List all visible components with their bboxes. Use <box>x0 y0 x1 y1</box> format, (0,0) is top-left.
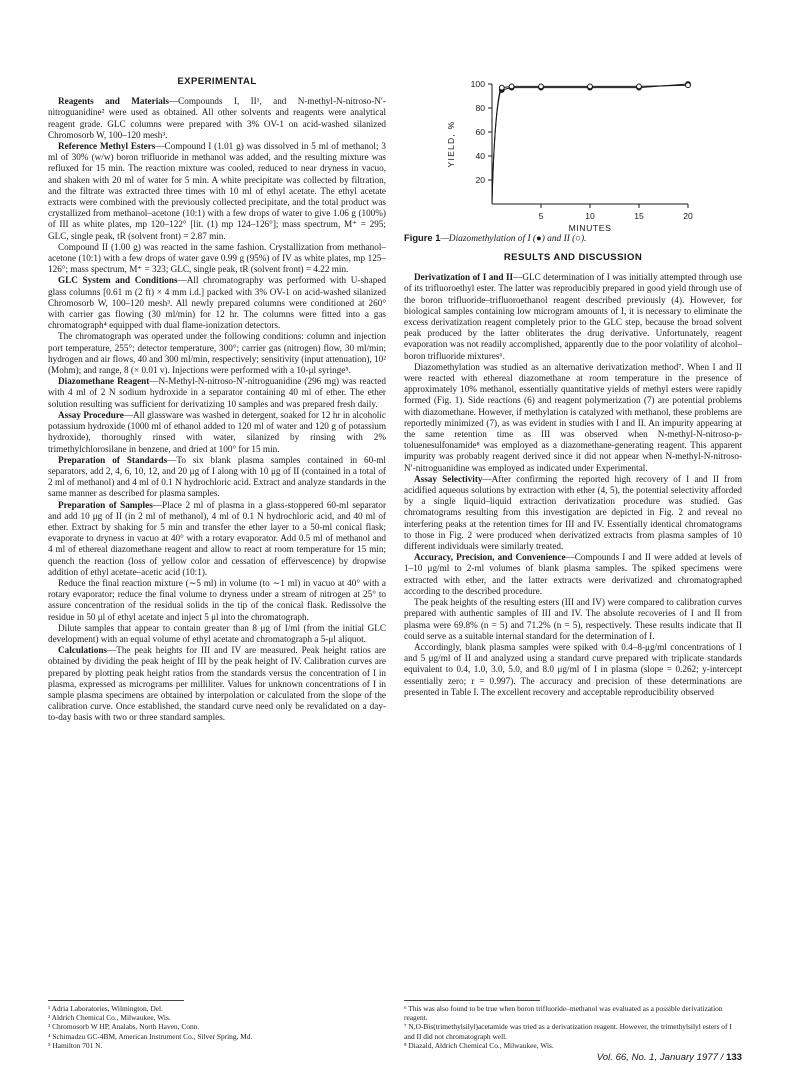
paragraph-text: The chromatograph was operated under the following conditions: column and injection port temperature, 255°; detector temperature, 300°; carrier gas (nitrogen) flow, 30 ml/min; hydrogen and air flows, 40 and 300 ml/min, respectively; sensitivity (input attenuation), 10² (Mohm); and range, 8 (× 0.01 v). Injections were performed with a 10-μl syringe⁵. <box>48 331 386 376</box>
y-tick-label: 100 <box>470 79 485 89</box>
x-tick-label: 20 <box>683 211 693 221</box>
footnote: ³ Chromosorb W HP, Analabs, North Haven, Conn. <box>48 1022 200 1032</box>
y-axis-label: YIELD, % <box>446 120 456 168</box>
paragraph-text: —N-Methyl-N-nitroso-N′-nitroguanidine (296 mg) was reacted with 4 ml of 2 N sodium hydroxide in a separator containing 40 ml of ether. The ether solution resulting was sufficient for derivatizing 10 samples and was prepared fresh daily. <box>48 376 386 409</box>
paragraph-run-in-heading: Accuracy, Precision, and Convenience <box>414 552 566 563</box>
footnote: ⁷ N,O-Bis(trimethylsilyl)acetamide was tried as a derivatization reagent. However, the trimethylsilyl esters of I and II did not chromatograph well. <box>404 1022 732 1041</box>
paragraph <box>48 96 386 141</box>
paragraph-text: Accordingly, blank plasma samples were spiked with 0.4–8-μg/ml concentrations of I and 5 μg/ml of II and analyzed using a standard curve prepared with triplicate standards equivalent to 0.4, 1.0, 3.0, 5.0, and 8.0 μg/ml of I in plasma (slope = 0.262; y-intercept essentially zero; r = 0.997). The accuracy and precision of these determinations are presented in Table I. The excellent recovery and acceptable reproducibility observed <box>404 641 742 697</box>
section-heading-results: RESULTS AND DISCUSSION <box>503 252 643 263</box>
footnotes-right <box>404 1004 742 1050</box>
paragraph <box>48 455 386 500</box>
footnote: ⁴ Schimadzu GC-4BM, American Instrument Co., Silver Spring, Md. <box>48 1031 253 1041</box>
paragraph-text: Dilute samples that appear to contain greater than 8 μg of I/ml (from the initial GLC development) with an equal volume of ethyl acetate and chromatograph a 5-μl aliquot. <box>48 622 386 644</box>
paragraph <box>404 552 742 597</box>
paragraph-text: —Place 2 ml of plasma in a glass-stoppered 60-ml separator and add 10 μg of II (in 2 ml of methanol), 4 ml of 0.1 N hydrochloric acid, and 40 ml of ether. Extract by shaking for 5 min and transfer the ether layer to a 50-ml conical flask; evaporate to dryness in vacuo at 40° with a rotary evaporator. Add 0.5 ml of methanol and 4 ml of ethereal diazomethane reagent and allow to react at room temperature for 15 min; quench the reaction (loss of yellow color and cessation of effervescence) by dropwise addition of ethyl acetate–acetic acid (10:1). <box>48 499 387 577</box>
left-column <box>48 0 386 724</box>
paragraph <box>48 645 386 723</box>
paragraph-text: Diazomethylation was studied as an alternative derivatization method⁷. When I and II were reacted with ethereal diazomethane at room temperature in the presence of approximately 10% methanol, essentially quantitative yields of methyl esters were rapidly formed (Fig. 1). Side reactions (6) and reagent polymerization (7) are potential problems with diazomethane. However, if methylation is catalyzed with methanol, these problems are reportedly minimized (7), as was evident in studies with I and II. An impurity appearing at the same retention time as III was observed when N-methyl-N-nitroso-p-toluenesulfonamide⁸ was employed as a diazomethane-generating reagent. This apparent impurity was probably reagent derived since it did not appear when N-methyl-N-nitroso-N′-nitroguanidine was employed as indicated under Experimental. <box>404 361 742 473</box>
page-number: 133 <box>725 1052 742 1063</box>
paragraph-text: The peak heights of the resulting esters (III and IV) were compared to calibration curves prepared with authentic samples of III and IV. The absolute recoveries of I and II from plasma were 69.8% (n = 5) and 71.2% (n = 5), respectively. These results indicate that II could serve as a suitable internal standard for the determination of I. <box>404 597 742 641</box>
paragraph-run-in-heading: Derivatization of I and II <box>414 272 514 283</box>
y-tick-label: 80 <box>475 103 485 113</box>
section-heading-experimental: EXPERIMENTAL <box>177 76 257 87</box>
data-point-II <box>499 85 504 90</box>
footnote: ⁸ Diazald, Aldrich Chemical Co., Milwaukee, Wis. <box>404 1040 554 1050</box>
paragraph <box>404 362 742 474</box>
data-point-II <box>509 84 514 89</box>
right-column <box>404 252 742 698</box>
data-point-II <box>637 84 642 89</box>
paragraph <box>404 597 742 642</box>
series-line-I <box>492 84 688 204</box>
paragraph-text: Compound II (1.00 g) was reacted in the same fashion. Crystallization from methanol–acetone (10:1) with a few drops of water gave 0.99 g (95%) of IV as white plates, mp 125–126°; mass spectrum, M⁺ = 323; GLC, single peak, tR (solvent front) = 4.22 min. <box>48 241 386 275</box>
paragraph <box>404 272 742 362</box>
paragraph-text: —All glassware was washed in detergent, soaked for 12 hr in alcoholic potassium hydroxide (1000 ml of ethanol added to 120 ml of water and 120 g of potassium hydroxide), thoroughly rinsed with water, silanized by rinsing with 2% trimethylchlorosilane in benzene, and dried at 100° for 15 min. <box>48 409 386 454</box>
paragraph-run-in-heading: Reference Methyl Esters <box>58 141 156 152</box>
paragraph <box>48 410 386 455</box>
paragraph <box>48 623 386 645</box>
paragraph <box>404 474 742 552</box>
paragraph-text: —The peak heights for III and IV are measured. Peak height ratios are obtained by dividing the peak height of III by the peak height of IV. Calibration curves are prepared by plotting peak height ratios from the standards versus the concentration of I in plasma, expressed as micrograms per milliliter. Values for unknown concentrations of I in sample plasma specimens are obtained by interpolation or calculated from the slope of the calibration curve. Once established, the standard curve need only be revalidated on a day-to-day basis with two or three standard samples. <box>48 645 386 723</box>
paragraph-run-in-heading: GLC System and Conditions <box>58 275 178 286</box>
paragraph <box>48 242 386 276</box>
x-tick-label: 5 <box>538 211 544 221</box>
paragraph-run-in-heading: Preparation of Samples <box>58 499 153 510</box>
paragraph <box>48 275 386 331</box>
paragraph <box>48 578 386 623</box>
y-tick-label: 20 <box>475 175 485 185</box>
x-axis-label: MINUTES <box>568 223 612 233</box>
x-tick-label: 15 <box>634 211 644 221</box>
paragraph <box>48 376 386 410</box>
footnotes-left <box>48 1004 386 1050</box>
paragraph <box>404 642 742 698</box>
paragraph <box>48 141 386 242</box>
paragraph-text: —GLC determination of I was initially attempted through use of its trifluoroethyl ester. The latter was reproducibly prepared in good yield through use of the boron trifluoride–trifluoroethanol reagent described previously (4). However, for biological samples containing low microgram amounts of I, it is necessary to eliminate the excess derivatization reagent completely prior to the GLC step, because the broad solvent peak produced by the latter obliterates the drug derivative. Unfortunately, reagent evaporation was not readily accomplished, apparently due to the poor volatility of alcohol–boron trifluoride mixtures⁶. <box>404 272 742 361</box>
paragraph-text: —Compound I (1.01 g) was dissolved in 5 ml of methanol; 3 ml of 30% (w/w) boron trifluoride in methanol was added, and the resulting mixture was refluxed for 15 min. The reaction mixture was cooled, reduced to near dryness in vacuo, and shaken with 20 ml of water for 5 min. A white precipitate was collected by filtration, and the filtrate was extracted three times with 10 ml of ethyl acetate. The ethyl acetate extracts were combined with the previously collected precipitate, and the total product was crystallized from methanol–acetone (10:1) with a few drops of water to give 1.06 g (100%) of III as white plates, mp 120–122° [lit. (1) mp 124–126°]; mass spectrum, M⁺ = 295; GLC, single peak, tR (solvent front) = 2.87 min. <box>48 141 386 241</box>
paragraph-text: —All chromatography was performed with U-shaped glass columns [0.61 m (2 ft) × 4 mm i.d.] packed with 3% OV-1 on acid-washed silanized Chromosorb W, 100–120 mesh³. All newly prepared columns were conditioned at 260° with carrier gas flowing (30 ml/min) for 12 hr. The columns were fitted into a gas chromatograph⁴ equipped with dual flame-ionization detectors. <box>48 275 386 331</box>
experimental-paragraphs <box>48 96 386 723</box>
paragraph-text: —Compounds I and II were added at levels of 1–10 μg/ml to 2-ml volumes of blank plasma samples. The spiked specimens were extracted with ether, and the latter extracts were derivatized and chromatographed according to the described procedure. <box>404 552 742 596</box>
paragraph-run-in-heading: Assay Selectivity <box>414 473 483 484</box>
page-footer <box>597 1052 742 1063</box>
paragraph-run-in-heading: Diazomethane Reagent <box>58 376 150 387</box>
paragraph-run-in-heading: Preparation of Standards <box>58 454 168 465</box>
yield-chart <box>404 76 742 251</box>
figure-caption <box>404 232 586 244</box>
paragraph-text: Reduce the final reaction mixture (∼5 ml) in volume (to ∼1 ml) in vacuo at 40° with a rotary evaporator; reduce the final volume to dryness under a stream of nitrogen at 25° to assure concentration of the residual solids in the tip of the conical flask. Redissolve the residue in 50 μl of ethyl acetate and inject 5 μl into the chromatograph. <box>48 577 386 622</box>
y-tick-label: 60 <box>475 127 485 137</box>
paragraph <box>48 500 386 578</box>
paragraph <box>48 331 386 376</box>
paragraph-text: —Compounds I, II¹, and N-methyl-N-nitroso-N′-nitroguanidine² were used as obtained. All other solvents and reagents were analytical reagent grade. GLC columns were prepared with 3% OV-1 on acid-washed silanized Chromosorb W, 100–120 mesh³. <box>48 96 386 140</box>
paragraph-run-in-heading: Assay Procedure <box>58 409 124 420</box>
footnote-rule-right <box>404 1000 540 1001</box>
footnote: ⁵ Hamilton 701 N. <box>48 1040 103 1050</box>
footnote-rule-left <box>48 1000 184 1001</box>
data-point-II <box>539 84 544 89</box>
paragraph-text: —To six blank plasma samples contained in 60-ml separators, add 2, 4, 6, 10, 12, and 20 μg of I along with 10 μg of II (contained in a total of 2 ml of methanol) and 4 ml of 0.1 N hydrochloric acid. Extract and analyze standards in the same manner as described for plasma samples. <box>48 454 386 499</box>
journal-citation: Vol. 66, No. 1, January 1977 / <box>596 1052 726 1063</box>
footnote: ¹ Adria Laboratories, Wilmington, Del. <box>48 1004 163 1013</box>
paragraph-run-in-heading: Calculations <box>58 645 108 656</box>
paragraph-text: —After confirming the reported high recovery of I and II from acidified aqueous solutions by extraction with ether (4, 5), the potential selectivity afforded by a single liquid–liquid extraction derivatization procedure was studied. Gas chromatograms resulting from this investigation are depicted in Fig. 2 and reveal no interfering peaks at the retention times for III and IV. Essentially identical chromatograms to those in Fig. 2 were produced when derivatized extracts from plasma samples of 10 different individuals were similarly treated. <box>404 473 742 552</box>
data-point-II <box>588 84 593 89</box>
figure-caption-text: —Diazomethylation of I (●) and II (○). <box>440 234 587 244</box>
footnote: ⁶ This was also found to be true when boron trifluoride–methanol was evaluated as a possible derivatization reagent. <box>404 1004 723 1023</box>
paragraph-run-in-heading: Reagents and Materials <box>58 96 169 107</box>
data-point-II <box>686 83 691 88</box>
results-paragraphs <box>404 272 742 698</box>
figure-label: Figure 1 <box>404 232 441 243</box>
y-tick-label: 40 <box>475 151 485 161</box>
x-tick-label: 10 <box>585 211 595 221</box>
footnote: ² Aldrich Chemical Co., Milwaukee, Wis. <box>48 1013 171 1023</box>
figure-1 <box>404 76 742 251</box>
series-line-II <box>492 85 688 204</box>
